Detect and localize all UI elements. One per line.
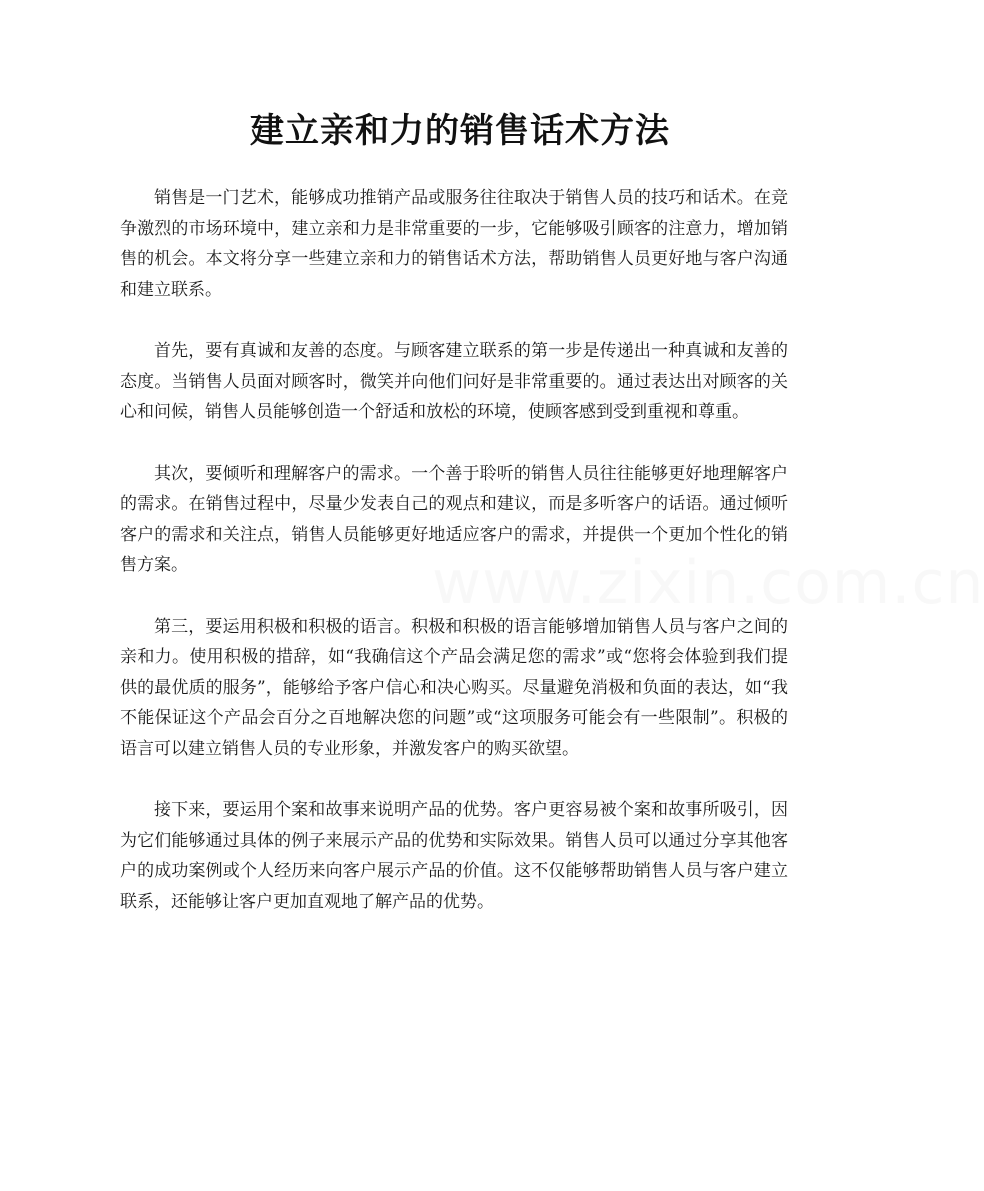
paragraph-stories: 接下来，要运用个案和故事来说明产品的优势。客户更容易被个案和故事所吸引，因为它们能够通过具体的例子来展示产品的优势和实际效果。销售人员可以通过分享其他客户的成功案例或个人经历来向客户展示产品的价值。这不仅能够帮助销售人员与客户建立联系，还能够让客户更加直观地了解产品的优势。: [120, 800, 788, 912]
paragraph-sincerity: 首先，要有真诚和友善的态度。与顾客建立联系的第一步是传递出一种真诚和友善的态度。当销售人员面对顾客时，微笑并向他们问好是非常重要的。通过表达出对顾客的关心和问候，销售人员能够创造一个舒适和放松的环境，使顾客感到受到重视和尊重。: [120, 341, 788, 422]
paragraph-positive-language: 第三，要运用积极和积极的语言。积极和积极的语言能够增加销售人员与客户之间的亲和力。使用积极的措辞，如“我确信这个产品会满足您的需求”或“您将会体验到我们提供的最优质的服务”，能够给予客户信心和决心购买。尽量避免消极和负面的表达，如“我不能保证这个产品会百分之百地解决您的问题”或“这项服务可能会有一些限制”。积极的语言可以建立销售人员的专业形象，并激发客户的购买欲望。: [120, 616, 788, 759]
document-body: [120, 183, 788, 948]
document-title: 建立亲和力的销售话术方法: [250, 111, 670, 151]
paragraph-intro: 销售是一门艺术，能够成功推销产品或服务往往取决于销售人员的技巧和话术。在竞争激烈的市场环境中，建立亲和力是非常重要的一步，它能够吸引顾客的注意力，增加销售的机会。本文将分享一些建立亲和力的销售话术方法，帮助销售人员更好地与客户沟通和建立联系。: [120, 188, 788, 300]
watermark: www.zixin.com.cn: [432, 548, 984, 618]
paragraph-listening: 其次，要倾听和理解客户的需求。一个善于聆听的销售人员往往能够更好地理解客户的需求。在销售过程中，尽量少发表自己的观点和建议，而是多听客户的话语。通过倾听客户的需求和关注点，销售人员能够更好地适应客户的需求，并提供一个更加个性化的销售方案。: [120, 463, 788, 575]
